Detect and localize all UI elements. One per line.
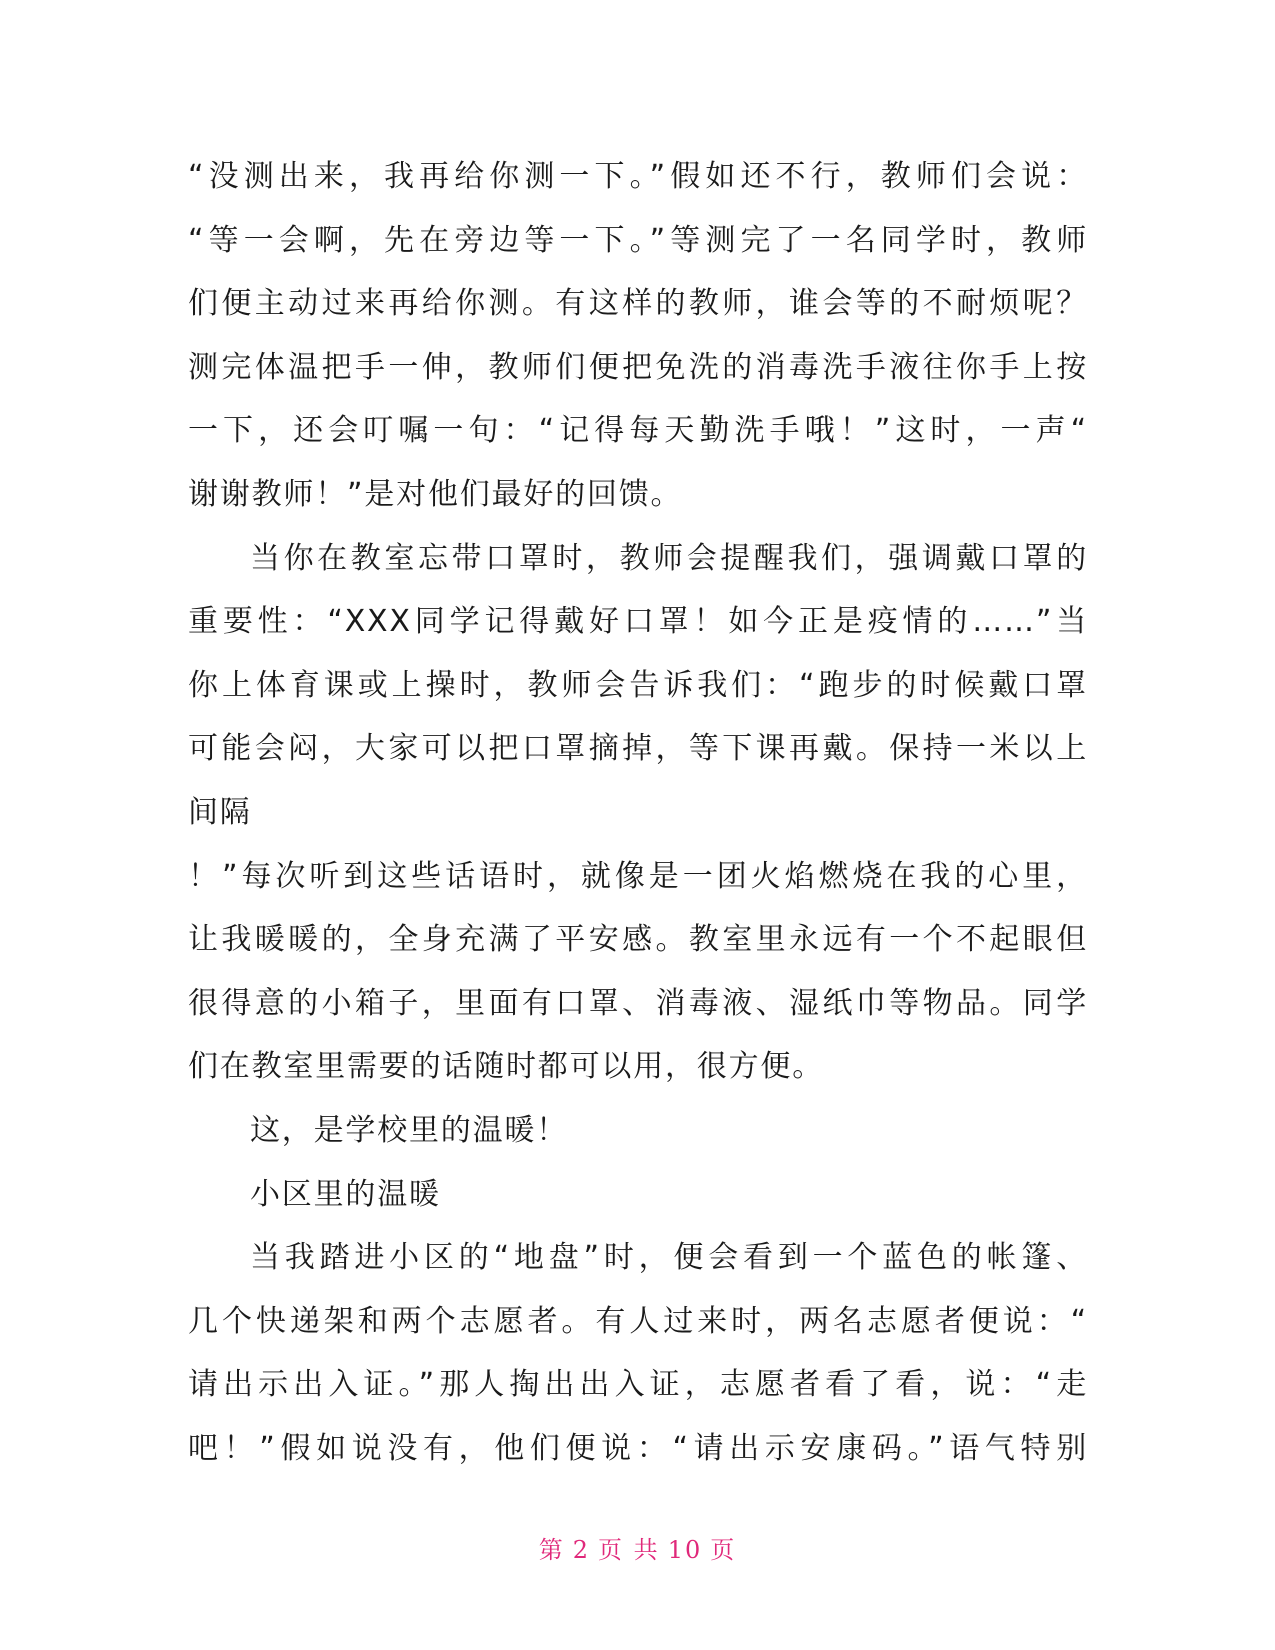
text-line: 吧！”假如说没有，他们便说：“请出示安康码。”语气特别	[188, 1430, 1088, 1466]
text-line: “等一会啊，先在旁边等一下。”等测完了一名同学时，教师	[188, 222, 1088, 258]
text-line: ！”每次听到这些话语时，就像是一团火焰燃烧在我的心里，	[188, 858, 1088, 894]
text-line: 们便主动过来再给你测。有这样的教师，谁会等的不耐烦呢？	[188, 286, 1088, 322]
text-line: 很得意的小箱子，里面有口罩、消毒液、湿纸巾等物品。同学	[188, 985, 1088, 1021]
text-line: 请出示出入证。”那人掏出出入证，志愿者看了看，说：“走	[188, 1367, 1088, 1403]
text-line: 当你在教室忘带口罩时，教师会提醒我们，强调戴口罩的	[250, 540, 1088, 576]
text-line: 测完体温把手一伸，教师们便把免洗的消毒洗手液往你手上按	[188, 349, 1088, 385]
text-line: 可能会闷，大家可以把口罩摘掉，等下课再戴。保持一米以上	[188, 731, 1088, 767]
footer-page-number: 2	[572, 1536, 591, 1564]
text-line: 你上体育课或上操时，教师会告诉我们：“跑步的时候戴口罩	[188, 667, 1088, 703]
text-line: 让我暖暖的，全身充满了平安感。教室里永远有一个不起眼但	[188, 922, 1088, 958]
text-line: 间隔	[188, 794, 252, 830]
text-line: 这，是学校里的温暖！	[250, 1112, 568, 1148]
document-body	[188, 145, 1088, 1480]
section-heading: 小区里的温暖	[250, 1176, 441, 1212]
text-line: 谢谢教师！”是对他们最好的回馈。	[188, 476, 683, 512]
footer-total-pages: 10	[667, 1536, 703, 1564]
text-line: 一下，还会叮嘱一句：“记得每天勤洗手哦！”这时，一声“	[188, 413, 1088, 449]
text-line: 重要性：“XXX同学记得戴好口罩！如今正是疫情的……”当	[188, 604, 1088, 640]
page-footer	[0, 1530, 1275, 1565]
text-line: 几个快递架和两个志愿者。有人过来时，两名志愿者便说：“	[188, 1303, 1088, 1339]
footer-suffix: 页	[710, 1536, 737, 1564]
text-line: “没测出来，我再给你测一下。”假如还不行，教师们会说：	[188, 159, 1088, 194]
text-line: 们在教室里需要的话随时都可以用，很方便。	[188, 1049, 824, 1085]
text-line: 当我踏进小区的“地盘”时，便会看到一个蓝色的帐篷、	[250, 1240, 1088, 1276]
footer-mid: 页 共	[598, 1536, 660, 1564]
footer-prefix: 第	[538, 1536, 565, 1564]
